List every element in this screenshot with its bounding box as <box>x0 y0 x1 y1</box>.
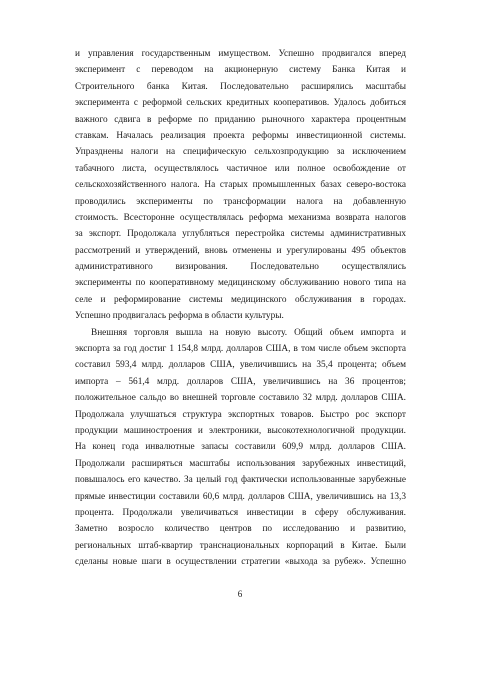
text-line: составил 593,4 млрд. долларов США, увеличившись на 35,4 процента; объем <box>75 360 406 371</box>
text-line: Успешно продвигалась реформа в области культуры. <box>75 311 284 322</box>
text-line: административного визирования. Последовательно осуществлялись <box>75 262 406 273</box>
text-line: Внешняя торговля вышла на новую высоту. Общий объем импорта и <box>91 327 406 338</box>
paragraph <box>75 46 406 325</box>
text-line: Продолжала улучшаться структура экспортных товаров. Быстро рос экспорт <box>75 409 406 420</box>
text-line: импорта – 561,4 млрд. долларов США, увеличившись на 36 процентов; <box>75 376 406 387</box>
text-line: продукции машиностроения и электроники, высокотехнологичной продукции. <box>75 425 406 436</box>
text-line: за экспорт. Продолжала углубляться перестройка системы административных <box>75 229 406 240</box>
text-line: Заметно возросло количество центров по исследованию и развитию, <box>75 524 406 535</box>
text-line: рассмотрений и утверждений, вновь отменены и урегулированы 495 объектов <box>75 245 406 256</box>
text-line: важного сдвига в реформе по приданию рыночного характера процентным <box>75 114 406 125</box>
page-number: 6 <box>237 589 243 599</box>
text-line: и управления государственным имуществом. Успешно продвигался вперед <box>75 49 406 59</box>
body-text <box>75 46 406 571</box>
text-line: эксперимента с реформой сельских кредитных кооперативов. Удалось добиться <box>75 98 406 109</box>
text-line: региональных штаб-квартир транснациональных корпораций в Китае. Были <box>75 540 406 551</box>
text-line: На конец года инвалютные запасы составили 609,9 млрд. долларов США. <box>75 442 406 453</box>
text-line: проводились эксперименты по трансформации налога на добавленную <box>75 196 406 207</box>
text-line: Продолжали расширяться масштабы использования зарубежных инвестиций, <box>75 458 406 469</box>
text-line: повышалось его качество. За целый год фактически использованные зарубежные <box>75 475 406 486</box>
text-line: прямые инвестиции составили 60,6 млрд. долларов США, увеличившись на 13,3 <box>75 491 406 502</box>
paragraph <box>75 325 406 571</box>
text-line: положительное сальдо во внешней торговле составило 32 млрд. долларов США. <box>75 393 406 404</box>
text-line: Упразднены налоги на специфическую сельхозпродукцию за исключением <box>75 147 406 158</box>
text-line: экспорта за год достиг 1 154,8 млрд. долларов США, в том числе объем экспорта <box>75 344 406 355</box>
text-line: селе и реформирование системы медицинского обслуживания в городах. <box>75 294 406 305</box>
text-line: Строительного банка Китая. Последовательно расширялись масштабы <box>75 81 406 92</box>
text-line: сделаны новые шаги в осуществлении стратегии «выхода за рубеж». Успешно <box>75 557 406 568</box>
text-line: эксперименты по кооперативному медицинскому обслуживанию нового типа на <box>75 278 406 289</box>
text-line: ставкам. Началась реализация проекта реформы инвестиционной системы. <box>75 130 406 141</box>
text-line: сельскохозяйственного налога. На старых промышленных базах северо-востока <box>75 180 406 191</box>
text-line: табачного листа, осуществлялось частичное или полное освобождение от <box>75 163 406 174</box>
text-line: эксперимент с переводом на акционерную систему Банка Китая и <box>75 65 406 76</box>
text-line: стоимость. Всесторонне осуществлялась реформа механизма возврата налогов <box>75 212 406 223</box>
text-line: процента. Продолжали увеличиваться инвестиции в сферу обслуживания. <box>75 507 406 518</box>
